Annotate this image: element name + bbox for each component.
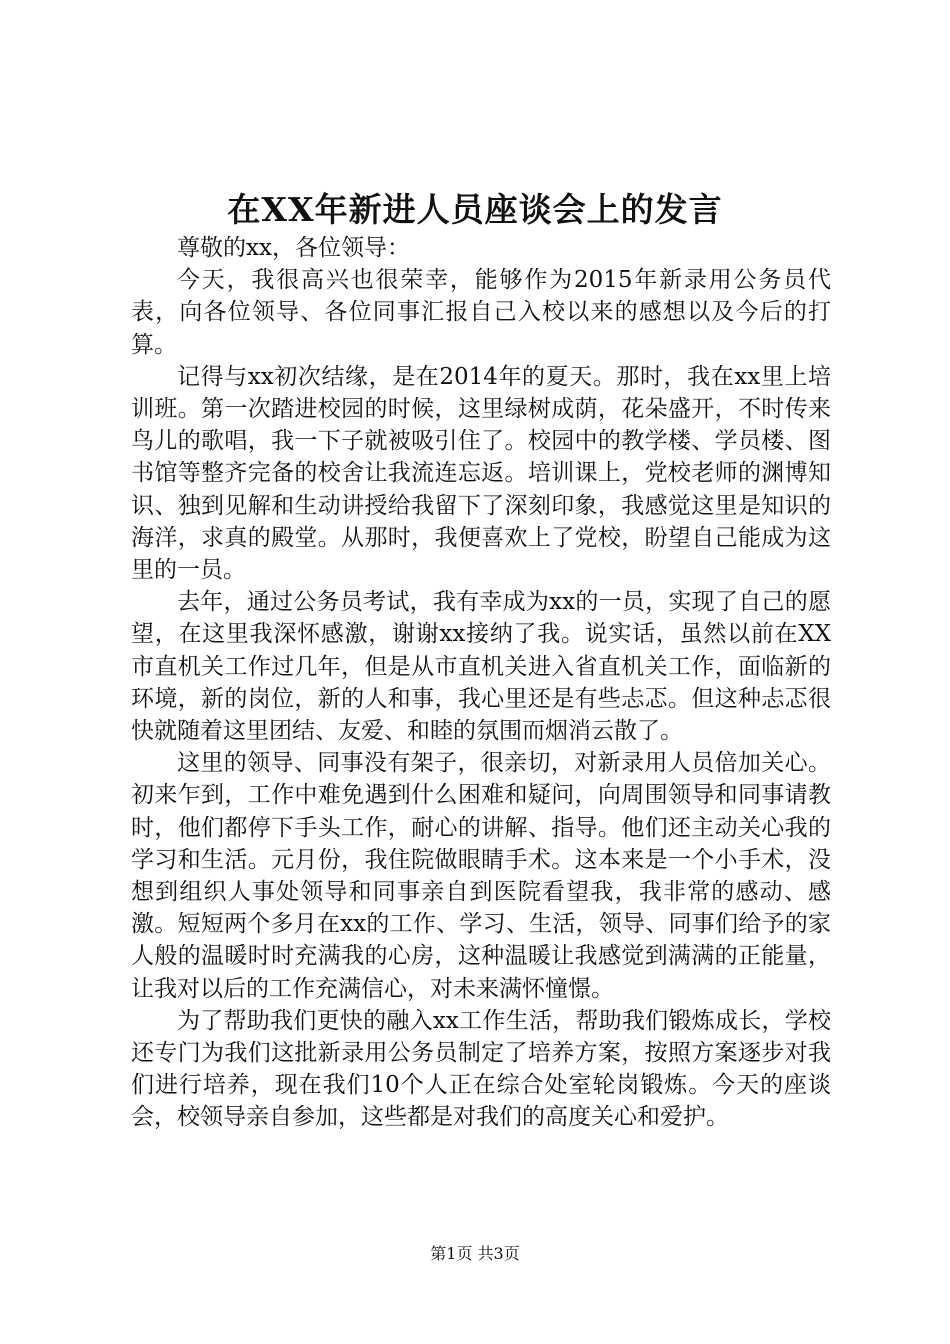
document-body	[131, 232, 831, 1134]
page-footer: 第1页 共3页	[430, 1244, 520, 1263]
body-paragraph: 今天，我很高兴也很荣幸，能够作为2015年新录用公务员代表，向各位领导、各位同事汇报自己入校以来的感想以及今后的打算。	[131, 267, 831, 358]
body-paragraph: 这里的领导、同事没有架子，很亲切，对新录用人员倍加关心。初来乍到，工作中难免遇到什么困难和疑问，向周围领导和同事请教时，他们都停下手头工作，耐心的讲解、指导。他们还主动关心我的学习和生活。元月份，我住院做眼睛手术。这本来是一个小手术，没想到组织人事处领导和同事亲自到医院看望我，我非常的感动、感激。短短两个多月在xx的工作、学习、生活，领导、同事们给予的家人般的温暖时时充满我的心房，这种温暖让我感觉到满满的正能量，让我对以后的工作充满信心，对未来满怀憧憬。	[131, 750, 831, 1002]
salutation-paragraph: 尊敬的xx，各位领导：	[177, 235, 410, 261]
document-title: 在XX年新进人员座谈会上的发言	[227, 190, 723, 229]
body-paragraph: 去年，通过公务员考试，我有幸成为xx的一员，实现了自己的愿望，在这里我深怀感激，谢谢xx接纳了我。说实话，虽然以前在XX市直机关工作过几年，但是从市直机关进入省直机关工作，面临新的环境，新的岗位，新的人和事，我心里还是有些忐忑。但这种忐忑很快就随着这里团结、友爱、和睦的氛围而烟消云散了。	[131, 589, 831, 745]
body-paragraph: 为了帮助我们更快的融入xx工作生活，帮助我们锻炼成长，学校还专门为我们这批新录用公务员制定了培养方案，按照方案逐步对我们进行培养，现在我们10个人正在综合处室轮岗锻炼。今天的座谈会，校领导亲自参加，这些都是对我们的高度关心和爱护。	[131, 1007, 831, 1131]
body-paragraph: 记得与xx初次结缘，是在2014年的夏天。那时，我在xx里上培训班。第一次踏进校园的时候，这里绿树成荫，花朵盛开，不时传来鸟儿的歌唱，我一下子就被吸引住了。校园中的教学楼、学员楼、图书馆等整齐完备的校舍让我流连忘返。培训课上，党校老师的渊博知识、独到见解和生动讲授给我留下了深刻印象，我感觉这里是知识的海洋，求真的殿堂。从那时，我便喜欢上了党校，盼望自己能成为这里的一员。	[131, 363, 831, 584]
